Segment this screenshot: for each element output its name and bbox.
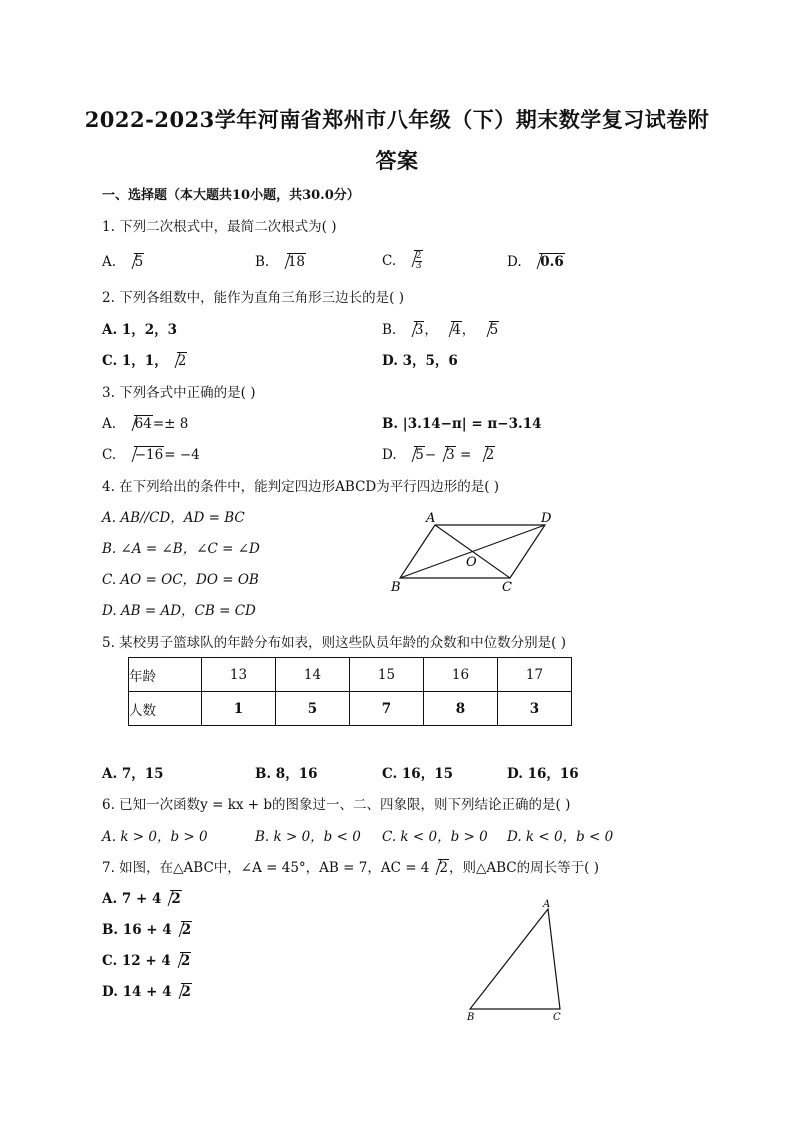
q6-stem: 6. 已知一次函数y = kx + b的图象过一、二、四象限，则下列结论正确的是( ) [102,797,571,813]
q7-c-label: C. 12 + 4 [102,953,171,969]
radicand: 2 [171,891,181,907]
sqrt-symbol [405,445,425,465]
sqrt-symbol [436,445,456,465]
q6-option-c[interactable]: C. k < 0，b > 0 [382,829,488,845]
q7-option-a[interactable] [102,889,182,909]
q1-option-b[interactable] [255,252,306,272]
label-c: C [502,580,512,595]
fraction-denominator: 3 [415,261,422,271]
radicand: 64 [134,416,152,432]
q5-option-b[interactable]: B. 8，16 [255,766,318,782]
radicand: 5 [489,322,499,338]
sqrt-symbol [480,320,500,340]
q1-c-label: C. [382,253,397,269]
radicand: 5 [134,254,144,270]
q2-c-label: C. 1，1， [102,353,168,369]
radicand: −16 [134,447,164,463]
diagonal-bd [400,525,545,578]
table-cell: 5 [276,692,350,726]
q6-option-b[interactable]: B. k > 0，b < 0 [255,829,361,845]
sqrt-symbol [476,445,496,465]
q6-option-a[interactable]: A. k > 0，b > 0 [102,829,208,845]
q3-d-label: D. [382,447,397,463]
radicand: 2 [181,922,192,938]
section-heading: 一、选择题（本大题共10小题，共30.0分） [102,188,360,203]
equals-sign: = [460,447,472,463]
q3-c-label: C. [102,447,117,463]
table-cell: 13 [202,658,276,692]
table-cell: 8 [424,692,498,726]
table-cell: 1 [202,692,276,726]
q3-c-rest: = −4 [164,447,200,463]
q3-a-label: A. [102,416,117,432]
label-c: C [553,1012,561,1023]
q2-option-b[interactable]: B. 3， 4， 5 [382,322,499,338]
q7-a-label: A. 7 + 4 [102,891,162,907]
title-line-2: 答案 [375,148,419,173]
title-line-1: 2022-2023学年河南省郑州市八年级（下）期末数学复习试卷附 [84,107,710,132]
radicand: 18 [287,254,305,270]
q7-b-label: B. 16 + 4 [102,922,172,938]
parallelogram-figure [380,505,565,600]
table-row [129,658,572,692]
table-cell: 3 [498,692,572,726]
q1-option-d[interactable] [507,252,565,272]
sqrt-symbol [530,252,565,272]
q2-option-c[interactable] [102,351,187,371]
sqrt-symbol [172,920,192,940]
q5-option-d[interactable]: D. 16，16 [507,766,579,782]
table-cell: 17 [498,658,572,692]
triangle-figure [460,895,570,1025]
q5-stem: 5. 某校男子篮球队的年龄分布如表，则这些队员年龄的众数和中位数分别是( ) [102,635,566,651]
sqrt-symbol [172,982,192,1002]
q2-b-label: B. [382,322,397,338]
table-cell: 14 [276,658,350,692]
q3-option-c[interactable] [102,445,200,465]
q3-option-a[interactable] [102,414,188,434]
q4-option-b[interactable]: B. ∠A = ∠B，∠C = ∠D [102,541,260,557]
fraction-numerator: 2 [415,251,422,261]
label-a: A [426,511,436,526]
table-cell: 年龄 [129,658,202,692]
label-b: B [391,580,401,595]
label-o: O [466,555,477,570]
q4-option-c[interactable]: C. AO = OC，DO = OB [102,572,259,588]
q3-stem: 3. 下列各式中正确的是( ) [102,385,256,401]
q7-stem-post: ，则△ABC的周长等于( ) [449,860,599,876]
q1-d-label: D. [507,254,522,270]
q1-option-a[interactable] [102,252,144,272]
q3-a-rest: =± 8 [152,416,189,432]
sqrt-symbol [429,858,449,878]
q1-b-label: B. [255,254,270,270]
radicand: 2 [177,353,187,369]
radicand: 2 [181,984,191,1000]
table-row [129,692,572,726]
q7-option-c[interactable] [102,951,191,971]
table-cell: 15 [350,658,424,692]
q5-option-a[interactable]: A. 7，15 [102,766,164,782]
q7-option-d[interactable] [102,982,192,1002]
radicand: 2 [485,447,495,463]
sqrt-symbol [125,414,153,434]
radicand: 3 [414,322,424,338]
q4-stem: 4. 在下列给出的条件中，能判定四边形ABCD为平行四边形的是( ) [102,479,500,495]
q1-option-c[interactable] [382,250,423,271]
q6-option-d[interactable]: D. k < 0，b < 0 [507,829,614,845]
q7-stem [102,858,599,878]
radicand: 0.6 [540,254,564,270]
label-b: B [467,1012,475,1023]
q2-option-d[interactable]: D. 3，5，6 [382,353,458,369]
q1-stem: 1. 下列二次根式中，最简二次根式为( ) [102,219,337,235]
minus-sign: − [424,447,437,463]
sqrt-symbol [405,250,424,271]
q7-stem-pre: 7. 如图，在△ABC中，∠A = 45°，AB = 7，AC = 4 [102,860,430,876]
triangle-outline [470,909,560,1009]
q4-option-a[interactable]: A. AB//CD，AD = BC [102,510,245,526]
sqrt-symbol [171,951,191,971]
table-cell: 人数 [129,692,202,726]
q5-option-c[interactable]: C. 16，15 [382,766,453,782]
sqrt-symbol [405,320,425,340]
q7-d-label: D. 14 + 4 [102,984,172,1000]
q2-option-a[interactable]: A. 1，2，3 [102,322,178,338]
sqrt-symbol [168,351,188,371]
radicand: 5 [415,447,424,463]
age-distribution-table [128,657,572,726]
radicand: 3 [446,447,455,463]
sqrt-symbol [278,252,306,272]
label-a: A [543,899,551,910]
sqrt-symbol [161,889,181,909]
radicand: 2 [439,860,448,876]
sqrt-symbol [125,252,145,272]
sqrt-symbol [442,320,462,340]
q3-option-d[interactable] [382,445,495,465]
radicand: 4 [452,322,461,338]
label-d: D [541,511,552,526]
q4-option-d[interactable]: D. AB = AD，CB = CD [102,603,256,619]
table-cell: 16 [424,658,498,692]
q1-a-label: A. [102,254,117,270]
q7-option-b[interactable] [102,920,192,940]
sqrt-symbol [125,445,165,465]
q2-stem: 2. 下列各组数中，能作为直角三角形三边长的是( ) [102,290,404,306]
table-cell: 7 [350,692,424,726]
radicand: 2 [180,953,191,969]
q3-option-b[interactable]: B. |3.14−π| = π−3.14 [382,416,542,432]
